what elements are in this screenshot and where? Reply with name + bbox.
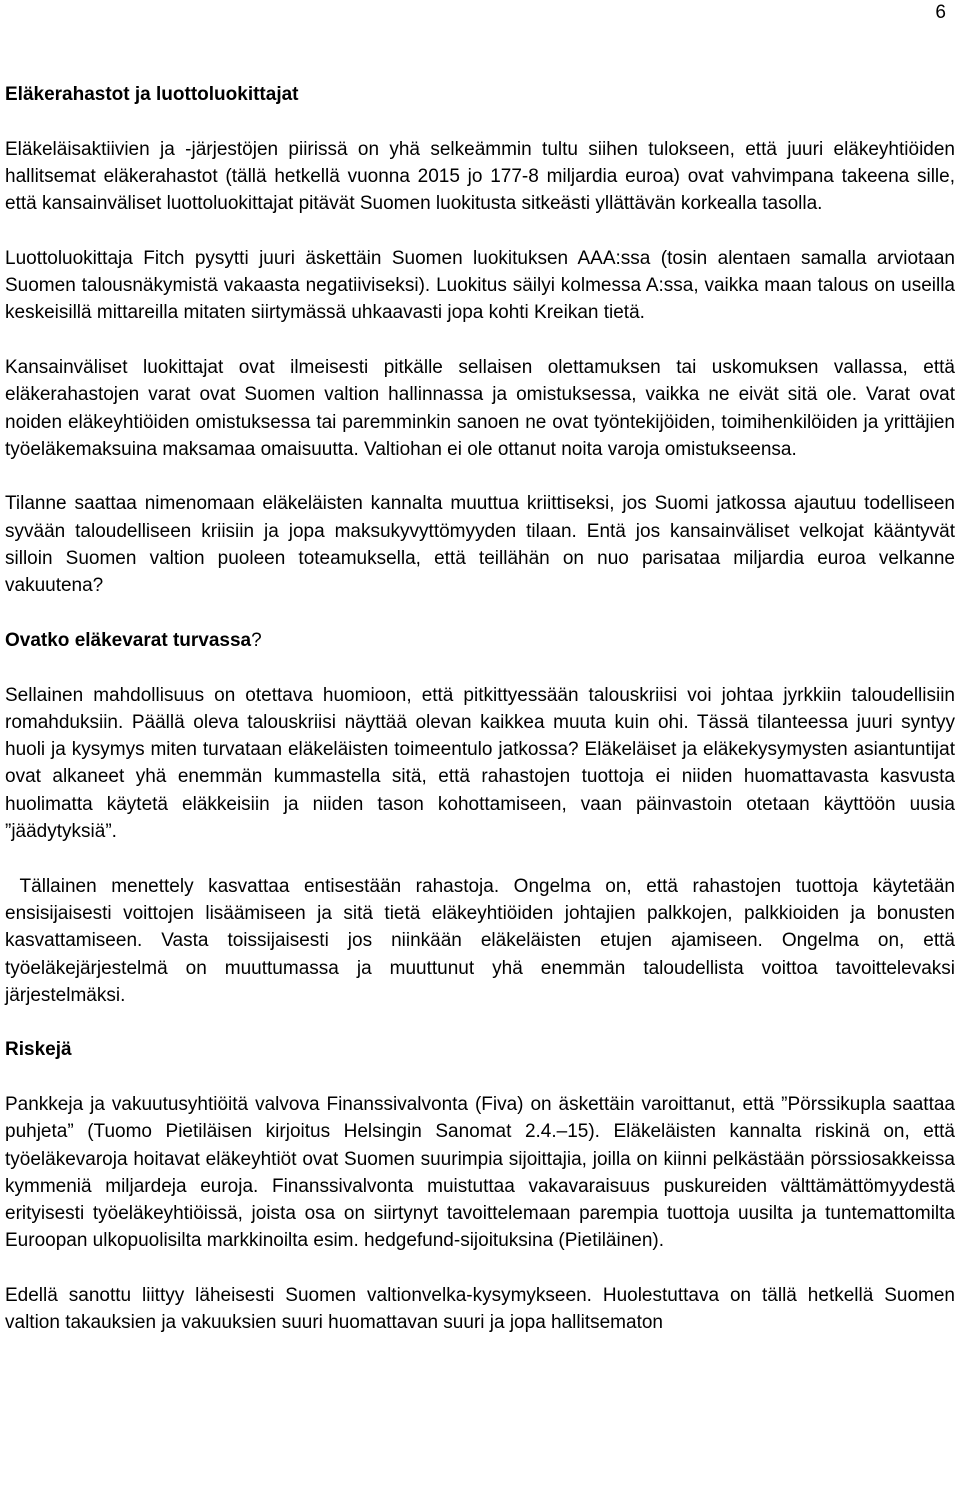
paragraph: Eläkeläisaktiivien ja -järjestöjen piirissä on yhä selkeämmin tultu siihen tulokseen, että juuri eläkeyhtiöiden hallitsemat eläkerahastot (tällä hetkellä vuonna 2015 jo 177-8 miljardia euroa) ovat vahvimpana takeena sille, että kansainväliset luottoluokittajat pitävät Suomen luokitusta sitkeästi yllättävän korkealla tasolla. xyxy=(5,138,955,215)
page-number: 6 xyxy=(935,2,946,23)
paragraph: Luottoluokittaja Fitch pysytti juuri äskettäin Suomen luokituksen AAA:ssa (tosin alentaen samalla arviotaan Suomen talousnäkymistä vakaasta negatiiviseksi). Luokitus säilyi kolmessa A:ssa, vaikka maan talous on useilla keskeisillä mittareilla mitaten siirtymässä uhkaavasti jopa kohti Kreikan tietä. xyxy=(5,247,955,324)
paragraph: Tilanne saattaa nimenomaan eläkeläisten kannalta muuttua kriittiseksi, jos Suomi jatkossa ajautuu todelliseen syvään taloudelliseen kriisiin ja jopa maksukyvyttömyyden tilaan. Entä jos kansainväliset velkojat kääntyvät silloin Suomen valtion puoleen toteamuksella, että teillähän on nuo parisataa miljardia euroa velkanne vakuutena? xyxy=(5,493,955,597)
paragraph: Pankkeja ja vakuutusyhtiöitä valvova Finanssivalvonta (Fiva) on äskettäin varoittanut, että ”Pörssikupla saattaa puhjeta” (Tuomo Pietiläisen kirjoitus Helsingin Sanomat 2.4.–15). Eläkeläisten kannalta riskinä on, että työeläkevaroja hoitavat eläkeyhtiöt ovat Suomen suurimpia sijoittajia, joilla on kiinni pelkästään pörssiosakkeissa kymmeniä miljardeja euroja. Finanssivalvonta muistuttaa vakavaraisuus puskureiden välttämättömyydestä erityisesti työeläkeyhtiöissä, joista osa on siirtynyt tavoittelemaan parempia tuottoja uusilta ja tuntemattomilta Euroopan ulkopuolisilta markkinoilta esim. hedgefund-sijoituksina (Pietiläinen). xyxy=(5,1093,955,1252)
subheading-bold-text: Ovatko eläkevarat turvassa xyxy=(5,629,252,651)
paragraph: Kansainväliset luokittajat ovat ilmeisesti pitkälle sellaisen olettamuksen tai uskomuksen vallassa, että eläkerahastojen varat ovat Suomen valtion hallinnassa ja omistuksessa, vaikka ne eivät sitä ole. Varat ovat noiden eläkeyhtiöiden omistuksessa tai paremminkin sanoen ne ovat työntekijöiden, toimihenkilöiden ja yrittäjien työeläkemaksuina maksamaa omaisuutta. Valtiohan ei ole ottanut noita varoja omistukseensa. xyxy=(5,356,955,460)
section-heading-safety xyxy=(5,627,955,654)
document-body xyxy=(5,81,960,1337)
paragraph: Edellä sanottu liittyy läheisesti Suomen valtionvelka-kysymykseen. Huolestuttava on tällä hetkellä Suomen valtion takauksien ja vakuuksien suuri huomattavan suuri ja jopa hallitsematon xyxy=(5,1285,955,1334)
paragraph: Sellainen mahdollisuus on otettava huomioon, että pitkittyessään talouskriisi voi johtaa jyrkkiin taloudellisiin romahduksiin. Päällä oleva talouskriisi näyttää olevan kaikkea muuta kuin ohi. Tässä tilanteessa juuri syntyy huoli ja kysymys miten turvataan eläkeläisten toimeentulo jatkossa? Eläkeläiset ja eläkekysymysten asiantuntijat ovat alkaneet yhä enemmän kummastella sitä, että rahastojen tuottoja ei niiden huomattavasta kasvusta huolimatta käytetä eläkkeisiin ja niiden tason kohottamiseen, vaan päinvastoin otetaan käyttöön uusia ”jäädytyksiä”. xyxy=(5,684,955,843)
subheading-question-mark: ? xyxy=(251,629,262,651)
section-heading-pension-funds: Eläkerahastot ja luottoluokittajat xyxy=(5,84,299,105)
section-heading-risks: Riskejä xyxy=(5,1039,72,1061)
paragraph: Tällainen menettely kasvattaa entisestään rahastoja. Ongelma on, että rahastojen tuottoja käytetään ensisijaisesti voittojen lisäämiseen ja sitä tietä eläkeyhtiöiden johtajien palkkojen, palkkioiden ja bonusten kasvattamiseen. Vasta toissijaisesti jos niinkään eläkeläisten etujen ajamiseen. Ongelma on, että työeläkejärjestelmä on muuttumassa ja muuttunut yhä enemmän taloudellista voittoa tavoittelevaksi järjestelmäksi. xyxy=(5,875,960,1006)
